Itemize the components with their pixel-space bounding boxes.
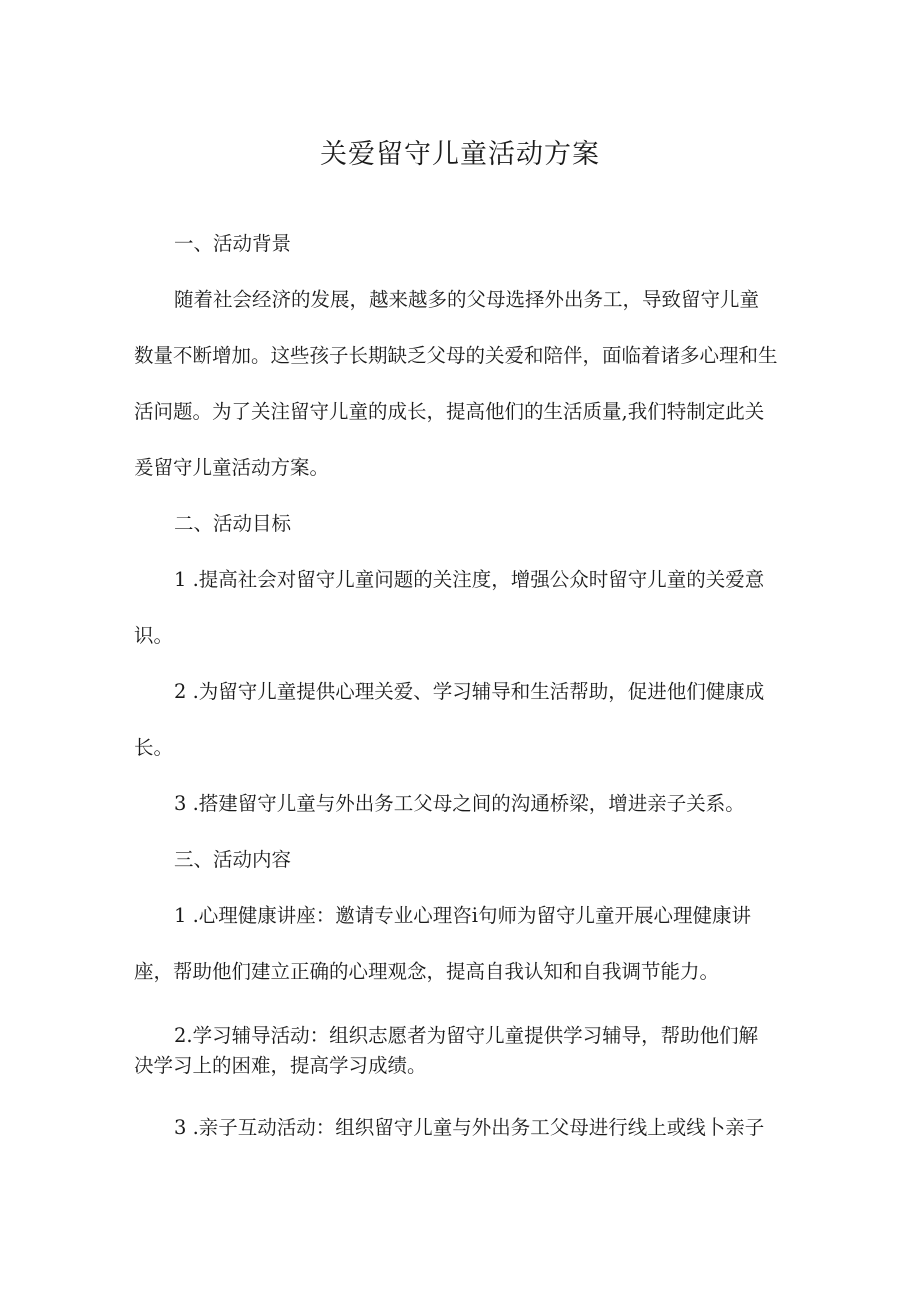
goal-item-1-line-1: 1 .提高社会对留守儿童问题的关注度，增强公众时留守儿童的关爱意 — [174, 568, 765, 591]
paragraph-line: 随着社会经济的发展，越来越多的父母选择外出务工，导致留守儿童 — [174, 288, 760, 311]
goal-item-2-line-1: 2 .为留守儿童提供心理关爱、学习辅导和生活帮助，促进他们健康成 — [174, 680, 765, 703]
section-heading-goals: 二、活动目标 — [174, 512, 292, 535]
content-item-3-line-1: 3 .亲子互动活动：组织留守儿童与外出务工父母进行线上或线卜亲子 — [174, 1116, 765, 1139]
paragraph-line: 爰留守儿童活动方案。 — [134, 456, 330, 479]
section-heading-background: 一、活动背景 — [174, 232, 292, 255]
paragraph-line: 活问题。为了关注留守儿童的成长，提高他们的生活质量,我们特制定此关 — [134, 400, 765, 423]
content-item-1-line-1: 1 .心理健康讲座：邀请专业心理咨i句师为留守儿童开展心理健康讲 — [174, 904, 752, 927]
paragraph-line: 数量不断增加。这些孩子长期缺乏父母的关爱和陪伴，面临着诸多心理和生 — [134, 344, 778, 367]
content-item-2-line-1: 2.学习辅导活动：组织志愿者为留守儿童提供学习辅导，帮助他们解 — [174, 1024, 759, 1047]
document-title: 关爱留守儿童活动方案 — [320, 139, 600, 170]
goal-item-3-line-1: 3 .搭建留守儿童与外出务工父母之间的沟通桥梁，增进亲子关系。 — [174, 792, 745, 815]
content-item-2-line-2: 决学习上的困难，提高学习成绩。 — [134, 1054, 427, 1077]
section-heading-content: 三、活动内容 — [174, 848, 292, 871]
goal-item-1-line-2: 识。 — [134, 624, 174, 647]
goal-item-2-line-2: 长。 — [134, 736, 174, 759]
content-item-1-line-2: 座，帮助他们建立正确的心理观念，提高自我认知和自我调节能力。 — [134, 960, 720, 983]
